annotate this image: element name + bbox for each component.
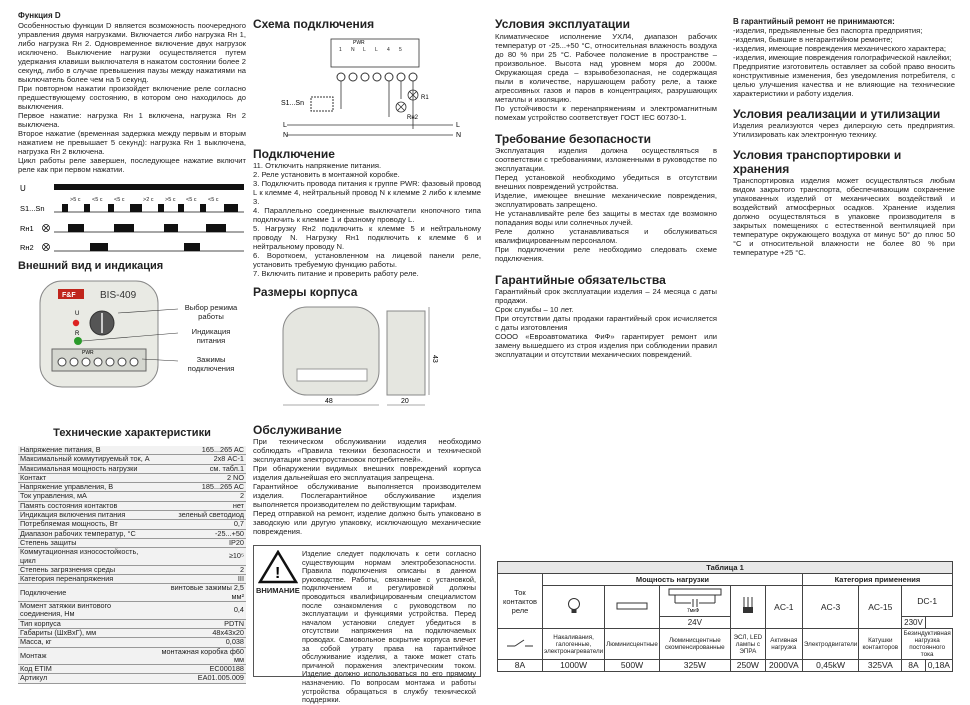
spec-row [18,628,246,637]
spec-value: ≥10⁵ [155,548,246,566]
function-par-4: Второе нажатие (временная задержка между первым и вторым нажатием не превышает 5 секунд): нагрузка Rн 1 выключена, нагрузка Rн 2 включена. [18,129,246,156]
timing-arrows [70,197,219,203]
usage-text: Климатическое исполнение УХЛ4, диапазон рабочих температур от -25...+50 °С, относительная влажность воздуха до 80 % при 25 °С. Рабочее положение в пространстве – произвольное. Высота над уровнем моря до 2000м. Окружающая среда – взрывобезопасная, не содержащая пыли в количестве, нарушающем работу реле, а также агрессивных газов и паров в концентрациях, разрушающих металлы и изоляцию. [495,32,717,104]
load-table [497,561,953,672]
spec-value: 2 [155,565,246,574]
spec-value: EC000188 [155,665,246,674]
spec-value: -25...+50 [155,529,246,538]
specs-table [18,446,246,684]
spec-label: Категория перенапряжения [18,575,155,584]
dim-depth: 20 [401,398,409,405]
col-category-header: Категория применения [802,574,952,586]
timing-u-bar [54,184,244,190]
spec-value: IP20 [155,538,246,547]
spec-label: Диапазон рабочих температур, °С [18,529,155,538]
connect-step: 7. Включить питание и проверить работу реле. [253,269,419,278]
column-1 [18,0,246,684]
spec-label: Монтаж [18,647,155,665]
function-par-5: Цикл работы реле завершен, последующее нажатие включит реле как при первом нажатии. [18,156,246,174]
scheme-title: Схема подключения [253,17,375,31]
svg-text:!: ! [275,565,281,582]
switch-icon [498,629,543,660]
label-mode: Выбор режима работы [184,303,238,321]
scheme-terminals [337,73,417,81]
spec-label: Коммутационная износостойкость, цикл [18,548,155,566]
spec-value: 0,7 [155,520,246,529]
spec-row [18,602,246,620]
svg-text:L: L [363,47,366,53]
column-2 [253,0,481,705]
connect-step: 4. Параллельно соединенные выключатели кнопочного типа подключить к клемме 1 и фазному проводу L. [253,206,481,224]
norepair-item: -изделия, имеющие повреждения механического характера; [733,44,946,53]
svg-text:L: L [375,47,378,53]
recycle-title: Условия реализации и утилизации [733,107,941,121]
value-cell: 500W [605,660,660,672]
table-title: Таблица 1 [498,562,953,574]
spec-row [18,647,246,665]
spec-label: Ток управления, мА [18,492,155,501]
spec-value: PDTN [155,619,246,628]
norepair-item: -изделия, бывшие в негарантийном ремонте; [733,35,893,44]
timing-label-r1: Rн1 [20,224,34,233]
column-3 [495,0,717,359]
dim-width: 48 [325,398,333,405]
spec-value: монтажная коробка ф60 мм [155,647,246,665]
specs-block [18,419,246,684]
spec-row [18,638,246,647]
cfl-icon [730,586,765,629]
desc-cell: Катушки контакторов [859,629,902,660]
warranty-line-2: Срок службы – 10 лет. [495,305,574,314]
safety-par: Изделие, имеющее внешние механические повреждения, эксплуатировать запрещено. [495,191,717,209]
spec-value: EA01.005.009 [155,674,246,683]
svg-text:<5 с: <5 с [186,197,197,203]
spec-value: зеленый светодиод [155,511,246,520]
function-text [18,21,246,174]
scheme-l: L [283,122,287,129]
svg-text:>2 с: >2 с [143,197,154,203]
value-cell: 2000VA [765,660,802,672]
warranty-par: СООО «Евроавтоматика ФиФ» гарантирует ремонт или замену вышедшего из строя изделия при соблюдении правил эксплуатации и отсутствии механических повреждений. [495,332,717,359]
warning-icon [258,550,298,584]
svg-text:N: N [351,47,355,53]
transport-title: Условия транспортировки и хранения [733,148,902,176]
connect-title: Подключение [253,147,335,161]
svg-text:>5 с: >5 с [165,197,176,203]
warranty-par: При отсутствии даты продажи гарантийный срок исчисляется с даты изготовления [495,314,717,332]
spec-value: 2 [155,492,246,501]
spec-label: Тип корпуса [18,619,155,628]
cat-dc1: DC-1 [902,586,953,617]
spec-value: см. табл.1 [155,464,246,473]
tube-cap-icon [659,586,730,617]
desc-cell: Люминисцентные [605,629,660,660]
spec-label: Напряжение управления, В [18,483,155,492]
col-power-header: Мощность нагрузки [543,574,803,586]
usage-title: Условия эксплуатации [495,17,630,31]
scheme-s1: S1...Sn [281,100,304,107]
spec-row [18,520,246,529]
spec-label: Напряжение питания, В [18,446,155,455]
service-par: При техническом обслуживании изделия необходимо соблюдать «Правила техники безопасности и технической эксплуатации электроустановок потребителей». [253,437,481,464]
specs-title: Технические характеристики [18,419,246,446]
tube-icon [605,586,660,629]
spec-label: Масса, кг [18,638,155,647]
spec-label: Подключение [18,584,155,602]
safety-title: Требование безопасности [495,132,652,146]
transport-text: Транспортировка изделия может осуществляться любым видом закрытого транспорта, обеспечивающим сохранение упакованных изделий от механических воздействий и воздействий атмосферных осадков. Хранение изделия должно осуществляться в упаковке производителя в закрытых помещениях с естественной вентиляцией при температуре окружающего воздуха от минус 50° до плюс 50 °С и относительной влажности не более 80 % при температуре +25 °С. [733,176,955,257]
terminal-pwr-label: PWR [82,350,94,356]
warning-box [253,545,481,705]
scheme-r2: Rн2 [407,115,418,121]
svg-text:<5 с: <5 с [114,197,125,203]
svg-text:5: 5 [399,47,402,53]
value-cell: 0,18A [925,660,952,672]
spec-label: Потребляемая мощность, Вт [18,520,155,529]
spec-value: 2 NO [155,473,246,482]
dc-24v: 24V [659,617,730,629]
timing-label-u: U [20,184,26,193]
connect-step: 3. Подключить провода питания к группе PWR: фазовый провод L к клемме 4, нейтральный провод N к клемме 2 либо к клемме 3. [253,179,481,206]
connect-step: 2. Реле установить в монтажной коробке. [253,170,400,179]
spec-value: винтовые зажимы 2,5 мм² [155,584,246,602]
led-r-label: R [75,331,80,337]
spec-value: 185...265 AC [155,483,246,492]
safety-par: Не устанавливайте реле без защиты в местах где возможно попадания воды или солнечных лучей. [495,209,717,227]
warranty-title: Гарантийные обязательства [495,273,666,287]
service-par: Гарантийное обслуживание выполняется производителем изделия. Послегарантийное обслуживание изделия выполняется производителем по действующим тарифам. [253,482,481,509]
cat-ac15: AC-15 [859,586,902,629]
spec-label: Габариты (ШхВхГ), мм [18,628,155,637]
spec-value: 2х8 AC-1 [155,455,246,464]
spec-label: Максимальная мощность нагрузки [18,464,155,473]
svg-text:L: L [456,122,460,129]
timing-diagram [18,178,246,258]
spec-row [18,674,246,683]
spec-value: 0,038 [155,638,246,647]
spec-label: Момент затяжки винтового соединения, Нм [18,602,155,620]
spec-label: Степень защиты [18,538,155,547]
appearance-title: Внешний вид и индикация [18,260,164,272]
scheme-pwr: PWR [353,40,365,46]
usage-text-2: По устойчивости к перенапряжениям и электромагнитным помехам устройство соответствует ГОСТ IEC 60730-1. [495,104,717,122]
spec-label: Степень загрязнения среды [18,565,155,574]
svg-text:4: 4 [387,47,390,53]
svg-text:>5 с: >5 с [70,197,81,203]
dim-height: 43 [431,355,438,363]
svg-text:1: 1 [339,47,342,53]
function-title: Функция D [18,11,61,20]
value-cell: 1000W [543,660,605,672]
scheme-n: N [283,132,289,139]
svg-text:<5 с: <5 с [92,197,103,203]
spec-row [18,548,246,566]
spec-label: Максимальный коммутируемый ток, А [18,455,155,464]
spec-value: 165...265 AC [155,446,246,455]
device-model: BIS-409 [100,290,137,301]
desc-cell: Электродвигатели [802,629,858,660]
label-indication: Индикация питания [191,327,231,345]
spec-value: III [155,575,246,584]
spec-value: 0,4 [155,602,246,620]
spec-row [18,492,246,501]
norepair-item: -изделия, предъявленные без паспорта предприятия; [733,26,923,35]
column-4 [733,0,955,257]
brand-text: F&F [62,292,76,299]
warning-text: Изделие следует подключать к сети согласно существующим нормам электробезопасности. Правила подключения описаны в данном руководстве. Работы, связанные с установкой, подключением и регулировкой должны проводиться квалифицированным специалистом после ознакомления с руководством по эксплуатации и функциями устройства. Перед началом установки следует убедиться в отсутствии напряжения на подключаемых проводах. Самовольное вскрытие корпуса влечет за собой утрату права на гарантийное обслуживание изделия, а также может стать причиной поражения электрическим током. Изделие должно использоваться по его прямому назначению. По вопросам монтажа и работы устройства обращаться в службу технической поддержки. [302,549,476,705]
desc-cell: ЭСЛ, LED лампы с ЭПРА [730,629,765,660]
value-cell: 325W [659,660,730,672]
value-cell: 8A [498,660,543,672]
svg-text:7мкФ: 7мкФ [686,608,700,613]
value-cell: 325VA [859,660,902,672]
norepair-title: В гарантийный ремонт не принимаются: [733,17,895,26]
spec-value: нет [155,501,246,510]
bulb-icon [543,586,605,629]
safety-text [495,146,717,263]
warranty-line-1: Гарантийный срок эксплуатации изделия – 24 месяца с даты продажи. [495,287,717,305]
function-par-1: Особенностью функции D является возможность поочередного управления двумя нагрузками. Включается либо нагрузка Rн 1, либо нагрузка Rн 2. Одновременное включение двух нагрузок исключено. Выключение нагрузки осуществляется путем удержания клавиши выключателя в нажатом состоянии более 2 секунд, либо в случае превышения паузы между нажатиями на выключатель более чем на 5 секунд. [18,21,246,84]
value-cell: 8A [902,660,925,672]
col-contacts-header: Ток контактов реле [498,574,543,629]
led-u-label: U [75,311,80,317]
device-drawing [18,279,246,411]
dims-title: Размеры корпуса [253,285,358,299]
spec-row [18,455,246,464]
spec-label: Код ETIM [18,665,155,674]
dc-230v: 230V [902,617,925,629]
connect-step: 6. Вороткоем, установленном на лицевой панели реле, установить требуемую функцию работы. [253,251,481,269]
connect-step: 11. Отключить напряжение питания. [253,161,382,170]
spec-label: Память состояния контактов [18,501,155,510]
connect-steps [253,161,481,278]
spec-label: Индикация включения питания [18,511,155,520]
timing-label-s: S1...Sn [20,204,45,213]
connect-step: 5. Нагрузку Rн2 подключить к клемме 5 и нейтральному проводу N. Нагрузку Rн1 подключить к клемме 6 и нейтральному проводу N. [253,224,481,251]
value-cell: 250W [730,660,765,672]
spec-label: Артикул [18,674,155,683]
timing-s-pulses [62,204,238,212]
desc-cell: Активная нагрузка [765,629,802,660]
dimensions-drawing [253,303,481,421]
spec-row [18,464,246,473]
desc-cell: Накаливания, галогенные, электронагреватели [543,629,605,660]
recycle-text: Изделия реализуются через дилерскую сеть предприятия. Утилизировать как электронную технику. [733,121,955,139]
spec-label: Контакт [18,473,155,482]
lamp-icon [43,225,50,251]
service-par: Перед отправкой на ремонт, изделие должно быть упаковано в заводскую или другую упаковку, исключающую механические повреждения. [253,509,481,536]
function-par-2: При повторном нажатии произойдет включение реле согласно предшествующему состоянию, в котором оно находилось до выключения. [18,84,246,111]
device-figure [18,279,246,411]
timing-r2-bars [90,243,200,251]
timing-r1-bars [68,224,226,232]
desc-cell: Люминисцентные скомпенсированные [659,629,730,660]
scheme-r1: R1 [421,95,429,101]
cat-ac3: AC-3 [802,586,858,629]
spec-row [18,584,246,602]
svg-text:<5 с: <5 с [208,197,219,203]
spec-value: 48х43х20 [155,628,246,637]
safety-par: Эксплуатация изделия должна осуществляться в соответствии с требованиями, изложенными в руководстве по эксплуатации. [495,146,717,173]
warning-title: ВНИМАНИЕ [256,586,300,595]
norepair-tail: Предприятие изготовитель оставляет за собой право вносить конструктивные изменения, без уведомления потребителя, с целью улучшения качества и не влияющие на технические характеристики и работу изделия. [733,62,955,98]
safety-par: Перед установкой необходимо убедиться в отсутствии внешних повреждений устройства. [495,173,717,191]
safety-par: Реле должно устанавливаться и обслуживаться квалифицированным персоналом. [495,227,717,245]
function-par-3: Первое нажатие: нагрузка Rн 1 включена, нагрузка Rн 2 выключена. [18,111,246,129]
service-text [253,437,481,536]
wiring-scheme [253,33,481,139]
lamp-icon [396,90,418,112]
timing-label-r2: Rн2 [20,243,34,252]
cat-ac1: AC-1 [765,586,802,629]
label-clamps: Зажимы подключения [187,355,235,373]
norepair-item: -изделия, имеющие повреждения голографической наклейки; [733,53,952,62]
table-1 [497,561,953,672]
service-title: Обслуживание [253,423,342,437]
power-led-green [74,337,82,345]
svg-text:N: N [456,132,462,139]
led-red [73,320,79,326]
value-cell: 0,45kW [802,660,858,672]
service-par: При обнаружении видимых внешних повреждений корпуса изделия дальнейшая его эксплуатация запрещена. [253,464,481,482]
desc-cell: Безиндуктивная нагрузка постоянного тока [903,630,951,658]
safety-par: При подключении реле необходимо следовать схеме подключения. [495,245,717,263]
